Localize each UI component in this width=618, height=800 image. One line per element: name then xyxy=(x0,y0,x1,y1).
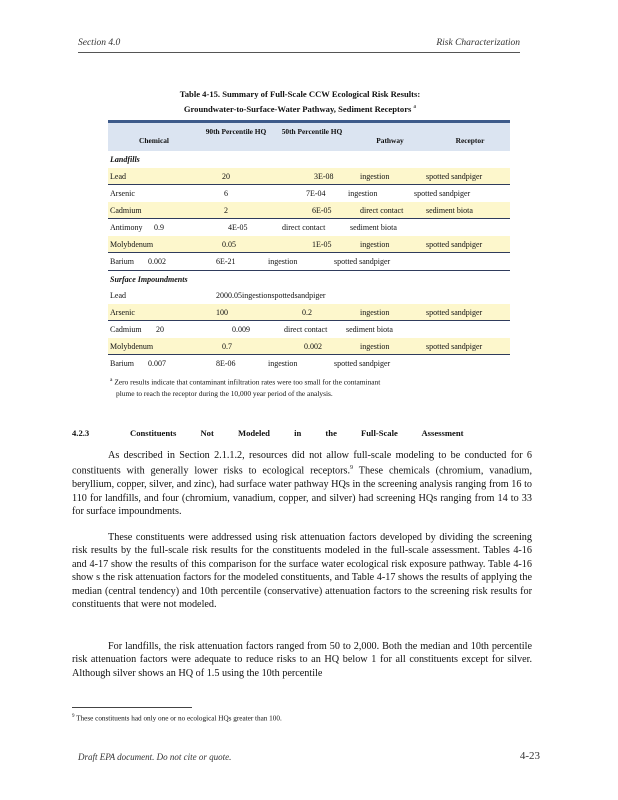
table-row xyxy=(108,185,510,202)
header-rule xyxy=(78,52,520,53)
paragraph-1 xyxy=(72,449,532,518)
footnote-number: 9 xyxy=(72,714,75,719)
cell-pathway: direct contact xyxy=(282,223,326,232)
cell-chemical: Molybdenum xyxy=(110,240,154,249)
footnote xyxy=(72,714,282,722)
cell-p90: 20 xyxy=(156,325,164,334)
table-row xyxy=(108,219,510,236)
cell-receptor: sediment biota xyxy=(426,206,473,215)
col-header-50th: 50th Percentile HQ xyxy=(281,127,343,136)
cell-chemical: Lead xyxy=(110,172,126,181)
cell-p90: 20 xyxy=(222,172,230,181)
table-row xyxy=(108,338,510,355)
cell-p50: 6E-05 xyxy=(312,206,332,215)
table-row xyxy=(108,355,510,372)
cell-chemical: Cadmium xyxy=(110,206,142,215)
header-section: Section 4.0 xyxy=(78,38,121,48)
cell-p90: 2 xyxy=(224,206,228,215)
note-marker: a xyxy=(110,377,113,383)
cell-receptor: sediment biota xyxy=(350,223,397,232)
table-note xyxy=(108,374,510,400)
table-row xyxy=(108,202,510,219)
page-footer xyxy=(78,752,540,766)
cell-chemical: Antimony xyxy=(110,223,143,232)
cell-chemical: Barium xyxy=(110,257,134,266)
cell-receptor: spotted sandpiger xyxy=(426,342,483,351)
table-row xyxy=(108,168,510,185)
caption-footnote-marker: a xyxy=(413,104,417,110)
cell-pathway: direct contact xyxy=(284,325,328,334)
cell-p50: 4E-05 xyxy=(228,223,248,232)
cell-p50: 0.002 xyxy=(304,342,322,351)
cell-chemical: Lead xyxy=(110,291,126,300)
table-caption-line2: Groundwater-to-Surface-Water Pathway, Sediment Receptors xyxy=(183,103,412,114)
col-header-chemical: Chemical xyxy=(139,136,169,145)
section-number: 4.2.3 xyxy=(72,428,90,438)
cell-p50: 3E-08 xyxy=(314,172,334,181)
cell-pathway: direct contact xyxy=(360,206,404,215)
cell-chemical: Arsenic xyxy=(110,308,135,317)
cell-p50: 6E-21 xyxy=(216,257,236,266)
cell-chemical: Molybdenum xyxy=(110,342,154,351)
table-row xyxy=(108,236,510,253)
table-row xyxy=(108,321,510,338)
cell-receptor: spotted sandpiger xyxy=(426,240,483,249)
cell-receptor: spotted sandpiger xyxy=(426,172,483,181)
cell-receptor: spotted sandpiger xyxy=(334,359,391,368)
cell-p90: 6 xyxy=(224,189,228,198)
cell-chemical: Barium xyxy=(110,359,134,368)
cell-p90: 0.05 xyxy=(222,240,236,249)
paragraph-3: For landfills, the risk attenuation factors ranged from 50 to 2,000. Both the median and 10th percentile risk attenuation factors were adequate to reduce risks to an HQ below 1 for all constituents except for silver. Although silver shows an HQ of 1.5 using the 10th percentile xyxy=(72,641,532,679)
cell-receptor: spotted sandpiger xyxy=(414,189,471,198)
cell-pathway: ingestion xyxy=(268,257,298,266)
section-label: Landfills xyxy=(110,155,140,164)
cell-p50: 0.009 xyxy=(232,325,250,334)
table-note-line1: Zero results indicate that contaminant infiltration rates were too small for the contaminant xyxy=(114,377,381,387)
paragraph-2: These constituents were addressed using risk attenuation factors developed by dividing the screening risk results by the full-scale risk results for the constituents modeled in the full-scale assessment. Tables 4-16 and 4-17 show the results of this comparison for the surface water ecological risk exposure pathway. Table 4-16 show s the risk attenuation factors for the modeled constituents, and Table 4-17 shows the results of applying the median (central tendency) and 10th percentile (conservative) attenuation factors to the screening risk results for constituents that were not modeled. xyxy=(72,532,532,611)
footnote-text: These constituents had only one or no ecological HQs greater than 100. xyxy=(76,714,282,723)
cell-p90: 0.9 xyxy=(154,223,164,232)
page-header xyxy=(78,38,520,52)
table-caption xyxy=(120,88,480,116)
paragraph-1-text-a: As described in Section 2.1.1.2, resources did not allow full-scale modeling to be conducted for 6 constituents with generally lower risks to ecological receptors. xyxy=(72,450,532,477)
cell-p90: 0.7 xyxy=(222,342,232,351)
cell-pathway: ingestion xyxy=(360,240,390,249)
table-caption-line2-wrap xyxy=(120,101,480,116)
cell-p90: 0.002 xyxy=(148,257,166,266)
table-note-line1-wrap xyxy=(110,374,510,388)
cell-p90: 100 xyxy=(216,308,228,317)
cell-pathway: ingestion xyxy=(348,189,378,198)
cell-receptor: spotted sandpiger xyxy=(426,308,483,317)
paragraph-1-text-b: These chemicals (chromium, vanadium, beryllium, copper, silver, and zinc), had surface water pathway HQs in the screening analysis ranging from 16 to 110 for landfills, and four (chromium, vanadium, copper, and silver) had screening HQs ranging from 14 to 33 for surface impoundments. xyxy=(72,465,532,518)
results-table xyxy=(108,120,510,400)
table-caption-line1: Table 4-15. Summary of Full-Scale CCW Ecological Risk Results: xyxy=(179,89,421,99)
table-row xyxy=(108,287,510,304)
table-row xyxy=(108,304,510,321)
col-header-90th: 90th Percentile HQ xyxy=(205,127,267,136)
section-row-landfills xyxy=(108,151,510,168)
cell-pathway: ingestion xyxy=(360,172,390,181)
cell-p50: 8E-06 xyxy=(216,359,236,368)
header-chapter: Risk Characterization xyxy=(436,38,520,48)
cell-chemical: Arsenic xyxy=(110,189,135,198)
footnote-ref: 9 xyxy=(350,465,354,472)
cell-chemical: Cadmium xyxy=(110,325,142,334)
section-label: Surface Impoundments xyxy=(110,275,188,284)
section-row-impoundments xyxy=(108,270,510,287)
section-title: Constituents Not Modeled in the Full-Scale Assessment xyxy=(130,428,464,438)
cell-receptor: sediment biota xyxy=(346,325,393,334)
page-number: 4-23 xyxy=(519,750,540,762)
cell-p90: 0.007 xyxy=(148,359,166,368)
cell-p50: 1E-05 xyxy=(312,240,332,249)
footnote-rule xyxy=(72,707,192,708)
cell-p50: 7E-04 xyxy=(306,189,326,198)
cell-pathway: ingestion xyxy=(268,359,298,368)
cell-pathway: ingestion xyxy=(360,342,390,351)
table-header-row xyxy=(108,123,510,151)
cell-merged: 2000.05ingestionspottedsandpiger xyxy=(216,291,326,300)
cell-pathway: ingestion xyxy=(360,308,390,317)
table-note-line2: plume to reach the receptor during the 10,000 year period of the analysis. xyxy=(116,389,333,399)
col-header-pathway: Pathway xyxy=(376,136,404,145)
col-header-receptor: Receptor xyxy=(455,136,485,145)
footer-disclaimer: Draft EPA document. Do not cite or quote. xyxy=(78,752,232,762)
cell-receptor: spotted sandpiger xyxy=(334,257,391,266)
table-row xyxy=(108,253,510,270)
cell-p50: 0.2 xyxy=(302,308,312,317)
